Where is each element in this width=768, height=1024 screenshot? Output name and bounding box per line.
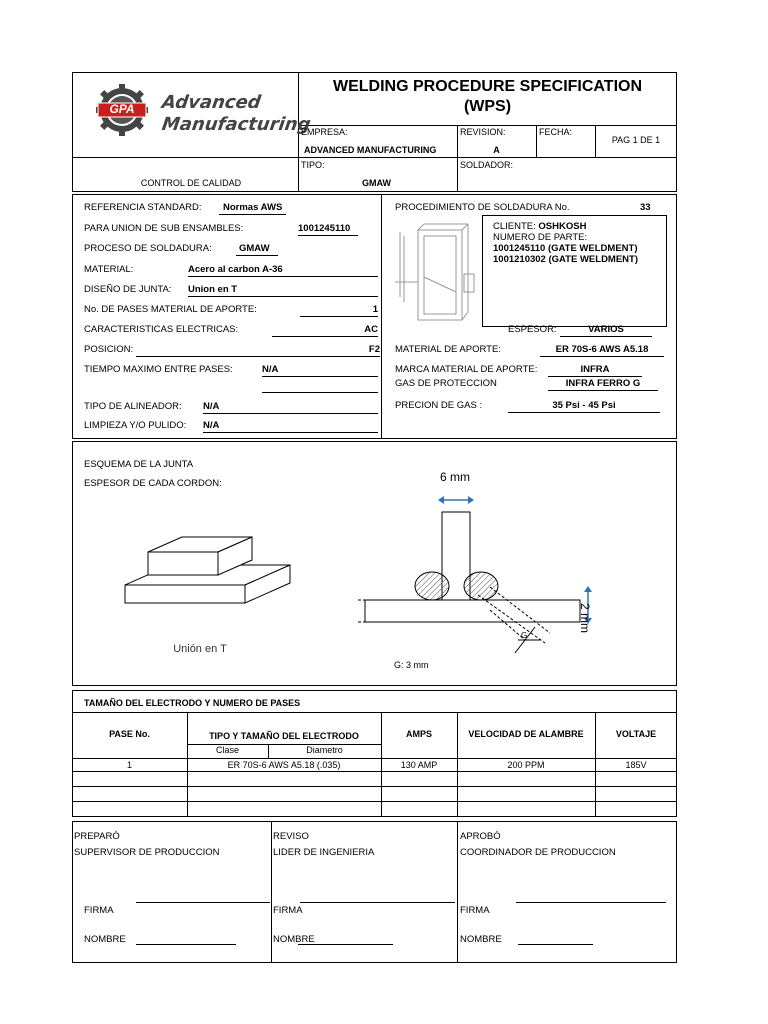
parte-1: 1001245110 (GATE WELDMENT) [493,243,638,254]
reviso-title: REVISO [273,831,309,842]
col-voltaje: VOLTAJE [615,729,657,739]
alineador-value: N/A [203,401,378,414]
preparo-title: PREPARÓ [74,831,120,842]
row-1-amps: 130 AMP [400,760,438,770]
soldador-label: SOLDADOR: [460,160,514,170]
nombre-label-2: NOMBRE [273,934,315,945]
logo-badge-text: GPA [109,102,135,116]
logo-line-2: Manufacturing [160,114,312,135]
nombre-line-3[interactable] [518,944,593,945]
precion-label: PRECION DE GAS : [395,400,483,411]
diseno-value: Union en T [188,284,378,297]
marca-label: MARCA MATERIAL DE APORTE: [395,364,538,375]
sub-ensambles-label: PARA UNION DE SUB ENSAMBLES: [84,223,244,234]
col-clase: Clase [215,745,239,755]
limpieza-label: LIMPIEZA Y/O PULIDO: [84,420,187,431]
tiempo-value: N/A [262,364,378,377]
firma-line-3[interactable] [516,902,666,903]
proceso-label: PROCESO DE SOLDADURA: [84,243,212,254]
gas-label: GAS DE PROTECCION [395,378,497,389]
col-amps: AMPS [405,729,432,739]
pases-label: No. DE PASES MATERIAL DE APORTE: [84,304,257,315]
ref-standard-label: REFERENCIA STANDARD: [84,202,202,213]
tiempo-label: TIEMPO MAXIMO ENTRE PASES: [84,364,233,375]
nombre-label-3: NOMBRE [460,934,502,945]
logo-line-1: Advanced [160,92,263,113]
dimension-arrow-6mm [438,496,474,504]
posicion-value: F2 [136,344,380,357]
col-pase: PASE No. [109,729,150,739]
material-label: MATERIAL: [84,264,134,275]
carac-value: AC [272,324,378,337]
col-diametro: Diametro [306,745,343,755]
ref-standard-value: Normas AWS [219,202,286,215]
parte-2: 1001210302 (GATE WELDMENT) [493,254,639,265]
empresa-value: ADVANCED MANUFACTURING [304,145,437,155]
preparo-role: SUPERVISOR DE PRODUCCION [74,847,220,858]
espesor-label: ESPESOR: [508,324,557,335]
diseno-label: DISEÑO DE JUNTA: [84,284,172,295]
fecha-label: FECHA: [539,127,573,137]
esquema-label: ESQUEMA DE LA JUNTA [84,459,194,470]
sub-ensambles-value: 1001245110 [298,223,358,236]
gate-drawing [390,222,480,322]
carac-label: CARACTERISTICAS ELECTRICAS: [84,324,239,335]
page-number: PAG 1 DE 1 [611,135,661,145]
firma-label-2: FIRMA [273,905,303,916]
g-label: G [521,631,528,640]
row-1-velocidad: 200 PPM [507,760,545,770]
alineador-label: TIPO DE ALINEADOR: [84,401,182,412]
firma-line-1[interactable] [136,902,270,903]
dim-2mm-label: 2 mm [578,603,592,633]
procedimiento-value: 33 [640,202,651,213]
revision-value: A [493,145,500,155]
firma-label-3: FIRMA [460,905,490,916]
revision-label: REVISION: [460,127,506,137]
marca-value: INFRA [548,364,642,377]
title-line-1: WELDING PROCEDURE SPECIFICATION [332,78,643,95]
row-1-pase: 1 [126,760,132,770]
gas-value: INFRA FERRO G [548,378,658,391]
col-tipo: TIPO Y TAMAÑO DEL ELECTRODO [209,731,359,741]
material-value: Acero al carbon A-36 [188,264,378,277]
dim-6mm-label: 6 mm [440,470,470,484]
posicion-label: POSICION: [84,344,134,355]
table-title: TAMAÑO DEL ELECTRODO Y NUMERO DE PASES [84,698,301,708]
procedimiento-label: PROCEDIMIENTO DE SOLDADURA No. [395,202,570,213]
proceso-value: GMAW [236,243,278,256]
precion-value: 35 Psi - 45 Psi [508,400,660,413]
row-1-electrodo: ER 70S-6 AWS A5.18 (.035) [227,760,341,770]
col-velocidad: VELOCIDAD DE ALAMBRE [468,729,584,739]
title-line-2: (WPS) [463,98,512,115]
empresa-label: EMPRESA: [301,127,348,137]
limpieza-value: N/A [203,420,378,433]
union-caption: Unión en T [173,643,227,655]
nombre-label-1: NOMBRE [84,934,126,945]
cliente-label: CLIENTE: [493,221,536,232]
reviso-role: LIDER DE INGENIERIA [273,847,375,858]
aprobo-role: COORDINADOR DE PRODUCCION [460,847,616,858]
tipo-label: TIPO: [301,160,325,170]
pases-value: 1 [300,304,378,317]
espesor-cordon-label: ESPESOR DE CADA CORDON: [84,478,222,489]
firma-label-1: FIRMA [84,905,114,916]
espesor-value: VARIOS [560,324,652,337]
g-caption: G: 3 mm [394,660,429,670]
company-logo [90,82,312,142]
aprobo-title: APROBÓ [460,831,501,842]
weld-diagram [350,465,630,670]
aporte-label: MATERIAL DE APORTE: [395,344,501,355]
parte-label: NUMERO DE PARTE: [493,232,588,243]
t-joint-illustration [120,510,300,620]
control-calidad: CONTROL DE CALIDAD [140,178,242,188]
firma-line-2[interactable] [300,902,455,903]
tipo-value: GMAW [362,178,391,188]
row-1-voltaje: 185V [625,760,647,770]
cliente-line [493,221,586,232]
cliente-value: OSHKOSH [538,221,587,232]
nombre-line-1[interactable] [136,944,236,945]
aporte-value: ER 70S-6 AWS A5.18 [540,344,664,357]
signatures-section [72,821,677,963]
